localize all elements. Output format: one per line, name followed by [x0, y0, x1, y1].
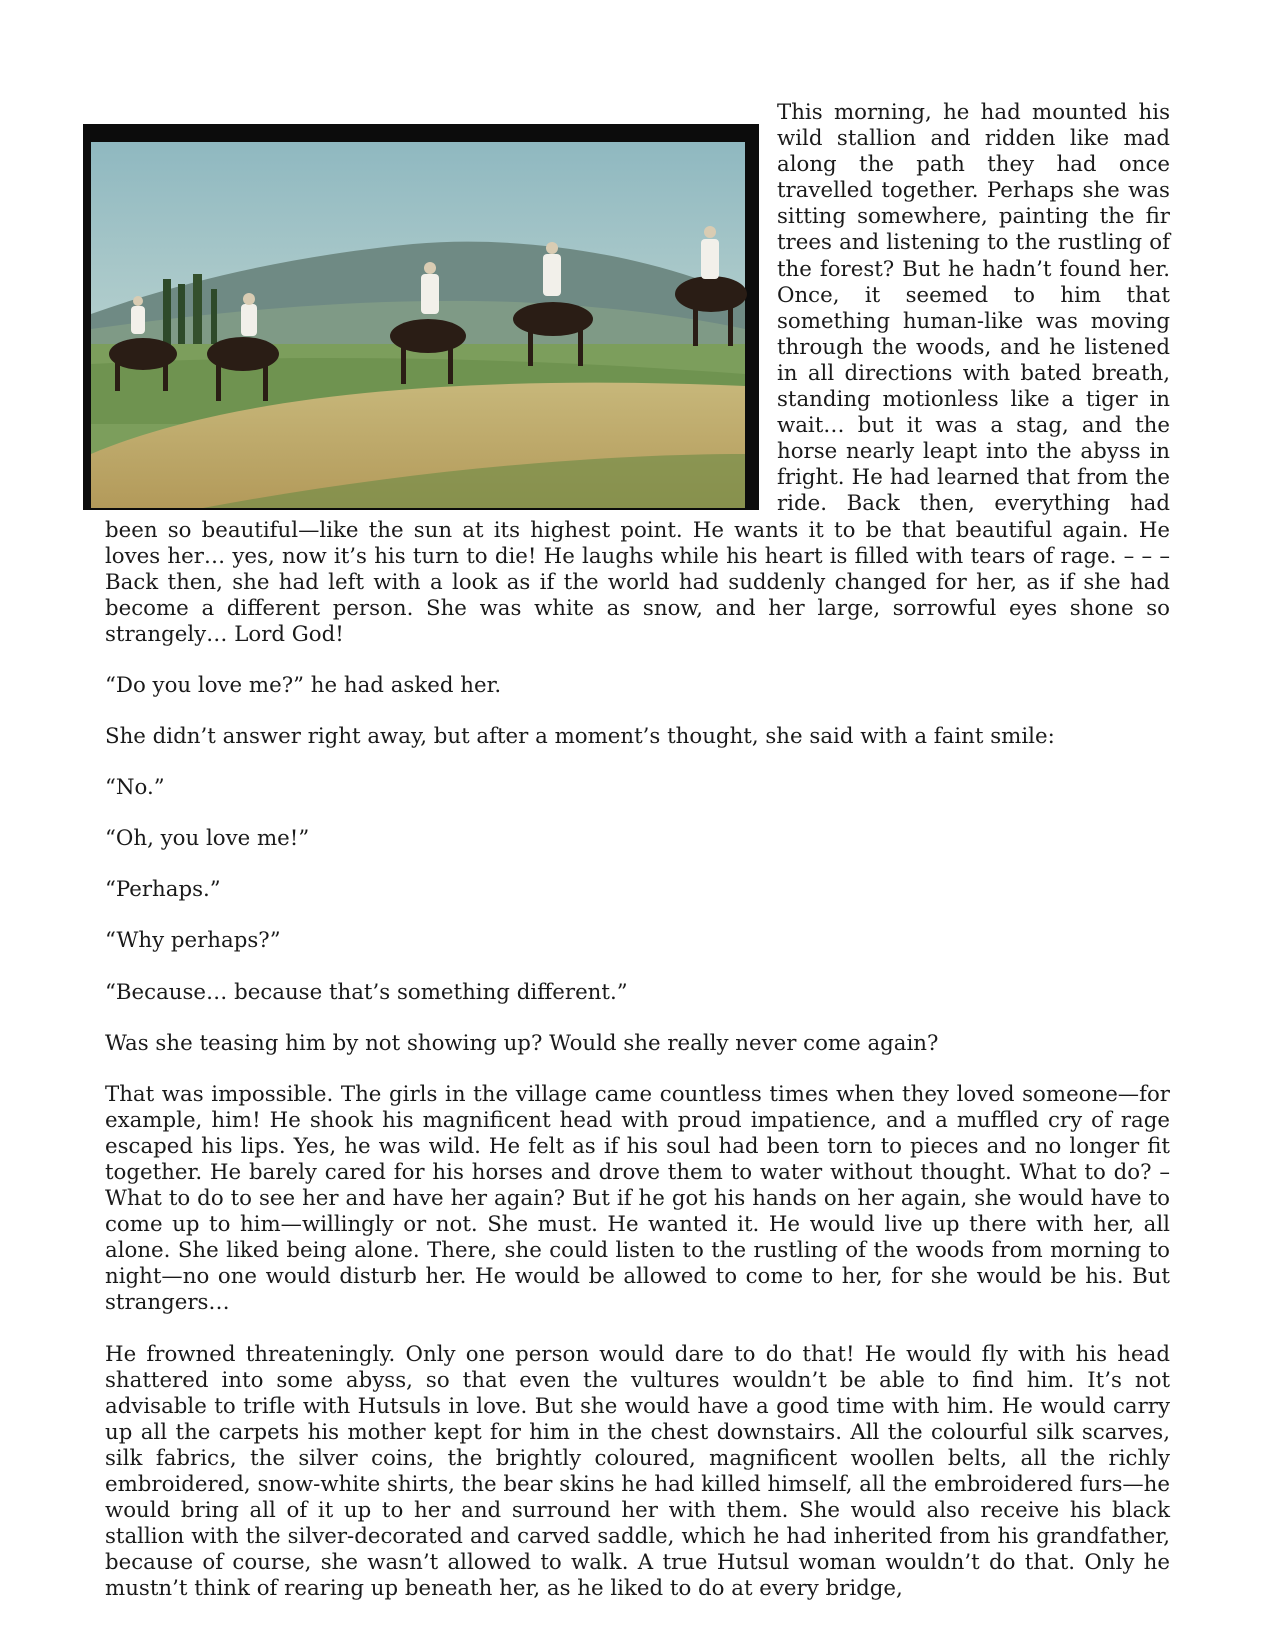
paragraph: “Do you love me?” he had asked her.	[105, 672, 502, 698]
paragraph: “Because… because that’s something different.”	[105, 979, 628, 1005]
paragraph: That was impossible. The girls in the village came countless times when they loved someone—for example, him! He shook his magnificent head with proud impatience, and a muffled cry of rage escaped his lips. Yes, he was wild. He felt as if his soul had been torn to pieces and no longer fit together. He barely cared for his horses and drove them to water without thought. What to do? – What to do to see her and have her again? But if he got his hands on her again, she would have to come up to him—willingly or not. She must. He wanted it. He would live up there with her, all alone. She liked being alone. There, she could listen to the rustling of the woods from morning to night—no one would disturb her. He would be allowed to come to her, for she would be his. But strangers…	[105, 1081, 1170, 1316]
paragraph: “Perhaps.”	[105, 877, 221, 903]
paragraph: “Oh, you love me!”	[105, 826, 310, 852]
paragraph: He frowned threateningly. Only one person would dare to do that! He would fly with his head shattered into some abyss, so that even the vultures wouldn’t be able to find him. It’s not advisable to trifle with Hutsuls in love. But she would have a good time with him. He would carry up all the carpets his mother kept for him in the chest downstairs. All the colourful silk scarves, silk fabrics, the silver coins, the brightly coloured, magnificent woollen belts, all the richly embroidered, snow-white shirts, the bear skins he had killed himself, all the embroidered furs—he would bring all of it up to her and surround her with them. She would also receive his black stallion with the silver-decorated and carved saddle, which he had inherited from his grandfather, because of course, she wasn’t allowed to walk. A true Hutsul woman wouldn’t do that. Only he mustn’t think of rearing up beneath her, as he liked to do at every bridge,	[105, 1341, 1170, 1602]
hutsul-riders-photo-icon	[83, 124, 759, 510]
paragraph: Was she teasing him by not showing up? Would she really never come again?	[105, 1030, 939, 1056]
paragraph: “Why perhaps?”	[105, 928, 281, 954]
figure	[83, 124, 777, 510]
paragraph: This morning, he had mounted his wild stallion and ridden like mad along the path they had once travelled together. Perhaps she was sitting somewhere, painting the fir trees and listening to the rustling of the forest? But he hadn’t found her. Once, it seemed to him that something human-like was moving through the woods, and he listened in all directions with bated breath, standing motionless like a tiger in wait… but it was a stag, and the horse nearly leapt into the abyss in fright. He had learned that from the ride. Back then, everything had been so beautiful—like the sun at its highest point. He wants it to be that beautiful again. He loves her… yes, now it’s his turn to die! He laughs while his heart is filled with tears of rage. – – – Back then, she had left with a look as if the world had suddenly changed for her, as if she had become a different person. She was white as snow, and her large, sorrowful eyes shone so strangely… Lord God!	[105, 100, 1170, 647]
page-body	[105, 100, 1170, 1628]
paragraph: She didn’t answer right away, but after a moment’s thought, she said with a faint smile:	[105, 724, 1055, 750]
paragraph: “No.”	[105, 775, 165, 801]
